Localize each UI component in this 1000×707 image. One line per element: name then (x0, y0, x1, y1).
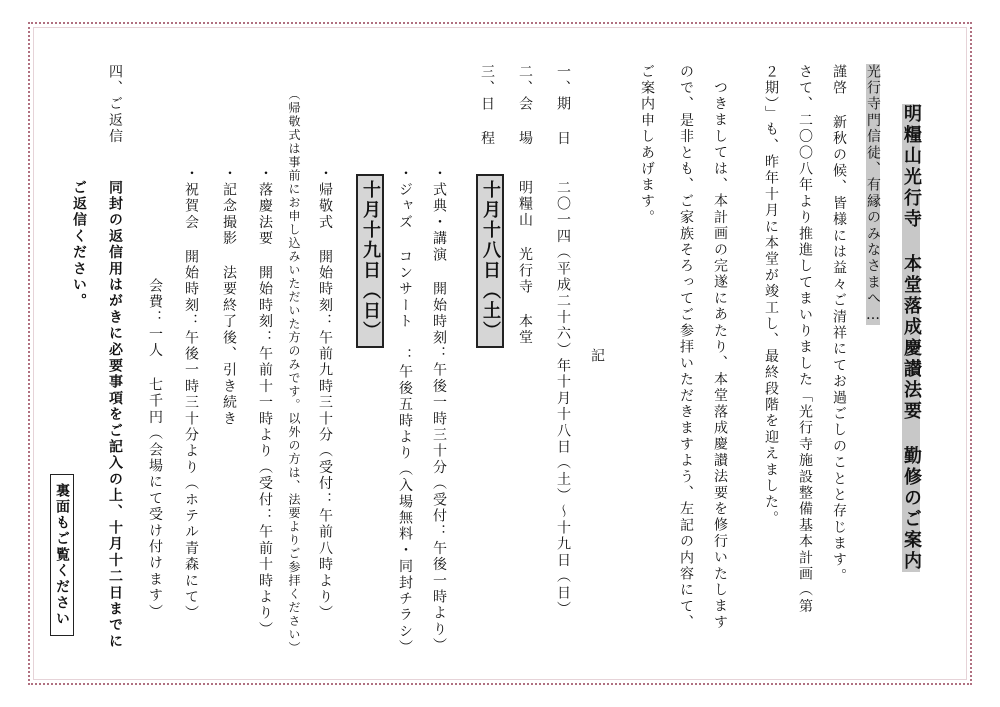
reply-text-line-1: 同封の返信用はがきに必要事項をご記入の上、十月十二日までに (107, 180, 123, 650)
party-fee: 会費：一人 七千円（会場にて受け付けます） (147, 278, 163, 621)
day1-event-jazz: ・ジャズ コンサート ：午後五時より（入場無料・同封チラシ） (397, 166, 413, 656)
day2-event-photo: ・記念撮影 法要終了後、引き続き (221, 166, 237, 428)
day1-event-ceremony: ・式典・講演 開始時刻：午後一時三十分（受付：午後一時より） (431, 166, 447, 654)
schedule-label: 三、日 程 (479, 64, 495, 147)
ki-heading: 記 (589, 348, 605, 365)
greeting-line-2: さて、二〇〇八年より推進してまいりました「光行寺施設整備基本計画（第 (797, 64, 813, 615)
venue-label: 二、会 場 (517, 64, 533, 147)
day2-event-party: ・祝賀会 開始時刻：午後一時三十分より（ホテル青森にて） (183, 166, 199, 622)
day1-date-box: 十月十八日（土） (476, 174, 504, 348)
day2-kikyoshiki-note: （帰敬式は事前にお申し込みいただいた方のみです。以外の方は、法要よりご参拝ください） (287, 88, 301, 655)
day2-event-rakkei: ・落慶法要 開始時刻：午前十一時より（受付：午前十時より） (257, 166, 273, 638)
addressee: 光行寺門信徒、有縁のみなさまへ… (865, 64, 881, 326)
greeting-line-4: つきましては、本計画の完遂にあたり、本堂落成慶讃法要を修行いたします (712, 80, 728, 631)
reply-text-line-2: ご返信ください。 (71, 180, 87, 310)
greeting-line-3: ２期）」も、昨年十月に本堂が竣工し、最終段階を迎えました。 (763, 64, 779, 527)
greeting-line-1: 謹啓 新秋の候、皆様には益々ご清祥にてお過ごしのことと存じます。 (831, 64, 847, 585)
venue-value: 明糧山 光行寺 本堂 (517, 180, 533, 346)
day2-event-kikyoshiki: ・帰敬式 開始時刻：午前九時三十分（受付：午前八時より） (317, 166, 333, 622)
greeting-line-5: ので、是非とも、ご家族そろってご参拝いただきますよう、左記の内容にて、 (678, 64, 694, 631)
reply-label: 四、ご返信 (107, 64, 123, 145)
back-side-note: 裏面もご覧ください (50, 474, 74, 636)
date-value: 二〇一四（平成二十六）年十月十八日（土）～十九日（日） (555, 180, 571, 618)
day2-date-box: 十月十九日（日） (356, 174, 384, 348)
document-title: 明糧山光行寺 本堂落成慶讃法要 勤修のご案内 (901, 104, 922, 572)
greeting-line-6: ご案内申しあげます。 (639, 64, 655, 226)
date-label: 一、期 日 (555, 64, 571, 147)
